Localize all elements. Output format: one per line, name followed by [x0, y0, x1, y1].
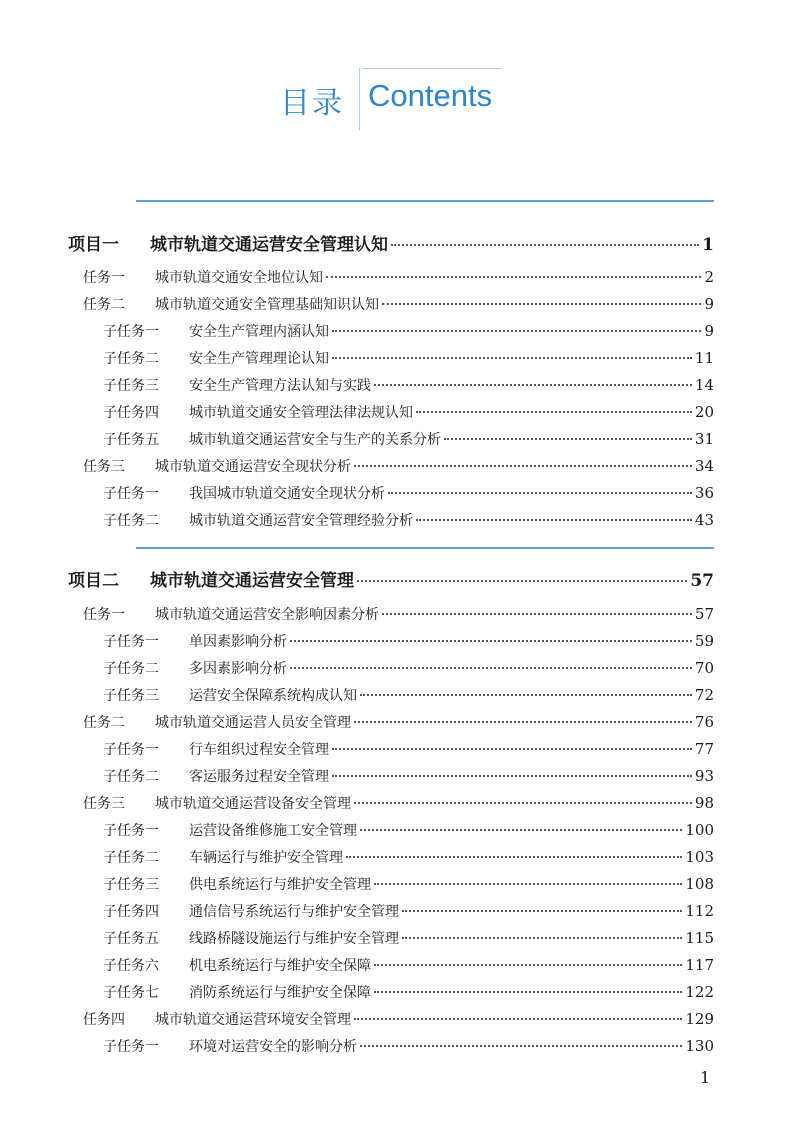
- entry-title: 环境对运营安全的影响分析: [189, 1039, 357, 1055]
- toc-subtask-entry[interactable]: [103, 510, 714, 534]
- leader-dots: [332, 775, 692, 777]
- entry-page-number: 76: [694, 713, 714, 731]
- toc-task-entry[interactable]: [83, 294, 714, 318]
- toc-subtask-entry[interactable]: [103, 982, 714, 1006]
- toc-subtask-entry[interactable]: [103, 321, 714, 345]
- leader-dots: [354, 1018, 682, 1020]
- entry-label: 任务二: [83, 715, 125, 731]
- entry-label: 子任务五: [103, 432, 159, 448]
- leader-dots: [388, 492, 692, 494]
- entry-page-number: 57: [690, 571, 714, 590]
- leader-dots: [290, 667, 692, 669]
- separator-middle: [136, 547, 714, 549]
- entry-page-number: 108: [685, 875, 714, 893]
- entry-label: 子任务一: [103, 823, 159, 839]
- entry-page-number: 1: [702, 235, 714, 254]
- toc-subtask-entry[interactable]: [103, 739, 714, 763]
- toc-subtask-entry[interactable]: [103, 901, 714, 925]
- entry-label: 子任务四: [103, 405, 159, 421]
- toc-task-entry[interactable]: [83, 604, 714, 628]
- entry-page-number: 117: [685, 956, 714, 974]
- entry-title: 城市轨道交通运营设备安全管理: [155, 796, 351, 812]
- entry-label: 子任务一: [103, 742, 159, 758]
- leader-dots: [332, 357, 692, 359]
- entry-title: 城市轨道交通安全管理法律法规认知: [189, 405, 413, 421]
- toc-subtask-entry[interactable]: [103, 483, 714, 507]
- entry-page-number: 43: [694, 511, 714, 529]
- toc-subtask-entry[interactable]: [103, 928, 714, 952]
- entry-page-number: 98: [694, 794, 714, 812]
- leader-dots: [357, 580, 687, 582]
- entry-title: 安全生产管理理论认知: [189, 351, 329, 367]
- entry-page-number: 20: [694, 403, 714, 421]
- entry-title: 城市轨道交通运营安全现状分析: [155, 459, 351, 475]
- entry-title: 城市轨道交通运营安全影响因素分析: [155, 607, 379, 623]
- entry-label: 子任务一: [103, 324, 159, 340]
- title-english: Contents: [368, 78, 493, 113]
- entry-label: 子任务五: [103, 931, 159, 947]
- entry-title: 城市轨道交通安全管理基础知识认知: [155, 297, 379, 313]
- toc-task-entry[interactable]: [83, 1009, 714, 1033]
- entry-title: 多因素影响分析: [189, 661, 287, 677]
- toc-subtask-entry[interactable]: [103, 658, 714, 682]
- entry-title: 城市轨道交通运营安全管理: [150, 571, 354, 590]
- entry-page-number: 57: [694, 605, 714, 623]
- entry-title: 机电系统运行与维护安全保障: [189, 958, 371, 974]
- leader-dots: [391, 244, 699, 246]
- entry-title: 城市轨道交通运营环境安全管理: [155, 1012, 351, 1028]
- leader-dots: [374, 991, 682, 993]
- entry-label: 子任务二: [103, 661, 159, 677]
- toc-project-entry[interactable]: [68, 566, 714, 590]
- toc-subtask-entry[interactable]: [103, 375, 714, 399]
- entry-page-number: 31: [694, 430, 714, 448]
- leader-dots: [354, 465, 692, 467]
- entry-title: 城市轨道交通运营安全管理认知: [150, 235, 388, 254]
- entry-page-number: 122: [685, 983, 714, 1001]
- entry-label: 子任务一: [103, 1039, 159, 1055]
- title-divider: [359, 68, 360, 130]
- entry-page-number: 14: [694, 376, 714, 394]
- leader-dots: [360, 1045, 682, 1047]
- leader-dots: [382, 303, 701, 305]
- toc-task-entry[interactable]: [83, 456, 714, 480]
- entry-title: 消防系统运行与维护安全保障: [189, 985, 371, 1001]
- toc-subtask-entry[interactable]: [103, 847, 714, 871]
- entry-page-number: 103: [685, 848, 714, 866]
- entry-label: 子任务二: [103, 513, 159, 529]
- entry-label: 任务四: [83, 1012, 125, 1028]
- toc-task-entry[interactable]: [83, 712, 714, 736]
- entry-title: 城市轨道交通安全地位认知: [155, 270, 323, 286]
- entry-label: 任务一: [83, 270, 125, 286]
- entry-title: 供电系统运行与维护安全管理: [189, 877, 371, 893]
- leader-dots: [354, 802, 692, 804]
- entry-title: 安全生产管理方法认知与实践: [189, 378, 371, 394]
- entry-title: 城市轨道交通运营安全与生产的关系分析: [189, 432, 441, 448]
- entry-label: 项目二: [68, 571, 119, 590]
- entry-page-number: 93: [694, 767, 714, 785]
- entry-label: 子任务三: [103, 688, 159, 704]
- leader-dots: [346, 856, 682, 858]
- entry-page-number: 9: [704, 295, 714, 313]
- entry-page-number: 112: [685, 902, 714, 920]
- toc-subtask-entry[interactable]: [103, 631, 714, 655]
- toc-task-entry[interactable]: [83, 267, 714, 291]
- entry-label: 任务三: [83, 459, 125, 475]
- entry-page-number: 77: [694, 740, 714, 758]
- entry-page-number: 129: [685, 1010, 714, 1028]
- toc-subtask-entry[interactable]: [103, 1036, 714, 1060]
- entry-title: 城市轨道交通运营人员安全管理: [155, 715, 351, 731]
- entry-label: 任务三: [83, 796, 125, 812]
- entry-label: 项目一: [68, 235, 119, 254]
- leader-dots: [402, 937, 682, 939]
- entry-page-number: 100: [685, 821, 714, 839]
- toc-subtask-entry[interactable]: [103, 820, 714, 844]
- leader-dots: [374, 384, 692, 386]
- toc-subtask-entry[interactable]: [103, 685, 714, 709]
- title-chinese: 目录: [280, 86, 344, 121]
- toc-subtask-entry[interactable]: [103, 429, 714, 453]
- entry-title: 车辆运行与维护安全管理: [189, 850, 343, 866]
- leader-dots: [360, 829, 682, 831]
- entry-label: 子任务七: [103, 985, 159, 1001]
- separator-top: [136, 200, 714, 202]
- entry-label: 任务二: [83, 297, 125, 313]
- entry-page-number: 36: [694, 484, 714, 502]
- entry-title: 通信信号系统运行与维护安全管理: [189, 904, 399, 920]
- leader-dots: [416, 519, 692, 521]
- entry-label: 子任务二: [103, 351, 159, 367]
- entry-title: 行车组织过程安全管理: [189, 742, 329, 758]
- entry-title: 单因素影响分析: [189, 634, 287, 650]
- leader-dots: [332, 748, 692, 750]
- entry-title: 城市轨道交通运营安全管理经验分析: [189, 513, 413, 529]
- entry-page-number: 34: [694, 457, 714, 475]
- entry-label: 子任务一: [103, 486, 159, 502]
- toc-task-entry[interactable]: [83, 793, 714, 817]
- entry-title: 客运服务过程安全管理: [189, 769, 329, 785]
- entry-page-number: 2: [704, 268, 714, 286]
- toc-subtask-entry[interactable]: [103, 955, 714, 979]
- leader-dots: [374, 964, 682, 966]
- entry-page-number: 130: [685, 1037, 714, 1055]
- entry-page-number: 115: [685, 929, 714, 947]
- leader-dots: [382, 613, 692, 615]
- toc-subtask-entry[interactable]: [103, 874, 714, 898]
- toc-header: [0, 64, 790, 134]
- leader-dots: [332, 330, 701, 332]
- leader-dots: [402, 910, 682, 912]
- entry-label: 子任务二: [103, 769, 159, 785]
- entry-page-number: 72: [694, 686, 714, 704]
- entry-title: 安全生产管理内涵认知: [189, 324, 329, 340]
- toc-subtask-entry[interactable]: [103, 348, 714, 372]
- entry-page-number: 59: [694, 632, 714, 650]
- leader-dots: [326, 276, 701, 278]
- leader-dots: [290, 640, 692, 642]
- leader-dots: [374, 883, 682, 885]
- leader-dots: [354, 721, 692, 723]
- entry-title: 运营设备维修施工安全管理: [189, 823, 357, 839]
- entry-page-number: 70: [694, 659, 714, 677]
- leader-dots: [416, 411, 692, 413]
- entry-label: 子任务六: [103, 958, 159, 974]
- entry-label: 子任务二: [103, 850, 159, 866]
- entry-page-number: 11: [694, 349, 714, 367]
- page-number: 1: [700, 1068, 711, 1087]
- entry-label: 子任务三: [103, 378, 159, 394]
- entry-label: 子任务一: [103, 634, 159, 650]
- entry-label: 子任务四: [103, 904, 159, 920]
- entry-title: 运营安全保障系统构成认知: [189, 688, 357, 704]
- entry-label: 任务一: [83, 607, 125, 623]
- leader-dots: [360, 694, 692, 696]
- title-top-rule: [362, 68, 502, 69]
- toc-subtask-entry[interactable]: [103, 766, 714, 790]
- leader-dots: [444, 438, 692, 440]
- entry-title: 我国城市轨道交通安全现状分析: [189, 486, 385, 502]
- entry-page-number: 9: [704, 322, 714, 340]
- toc-project-entry[interactable]: [68, 230, 714, 254]
- entry-label: 子任务三: [103, 877, 159, 893]
- entry-title: 线路桥隧设施运行与维护安全管理: [189, 931, 399, 947]
- toc-subtask-entry[interactable]: [103, 402, 714, 426]
